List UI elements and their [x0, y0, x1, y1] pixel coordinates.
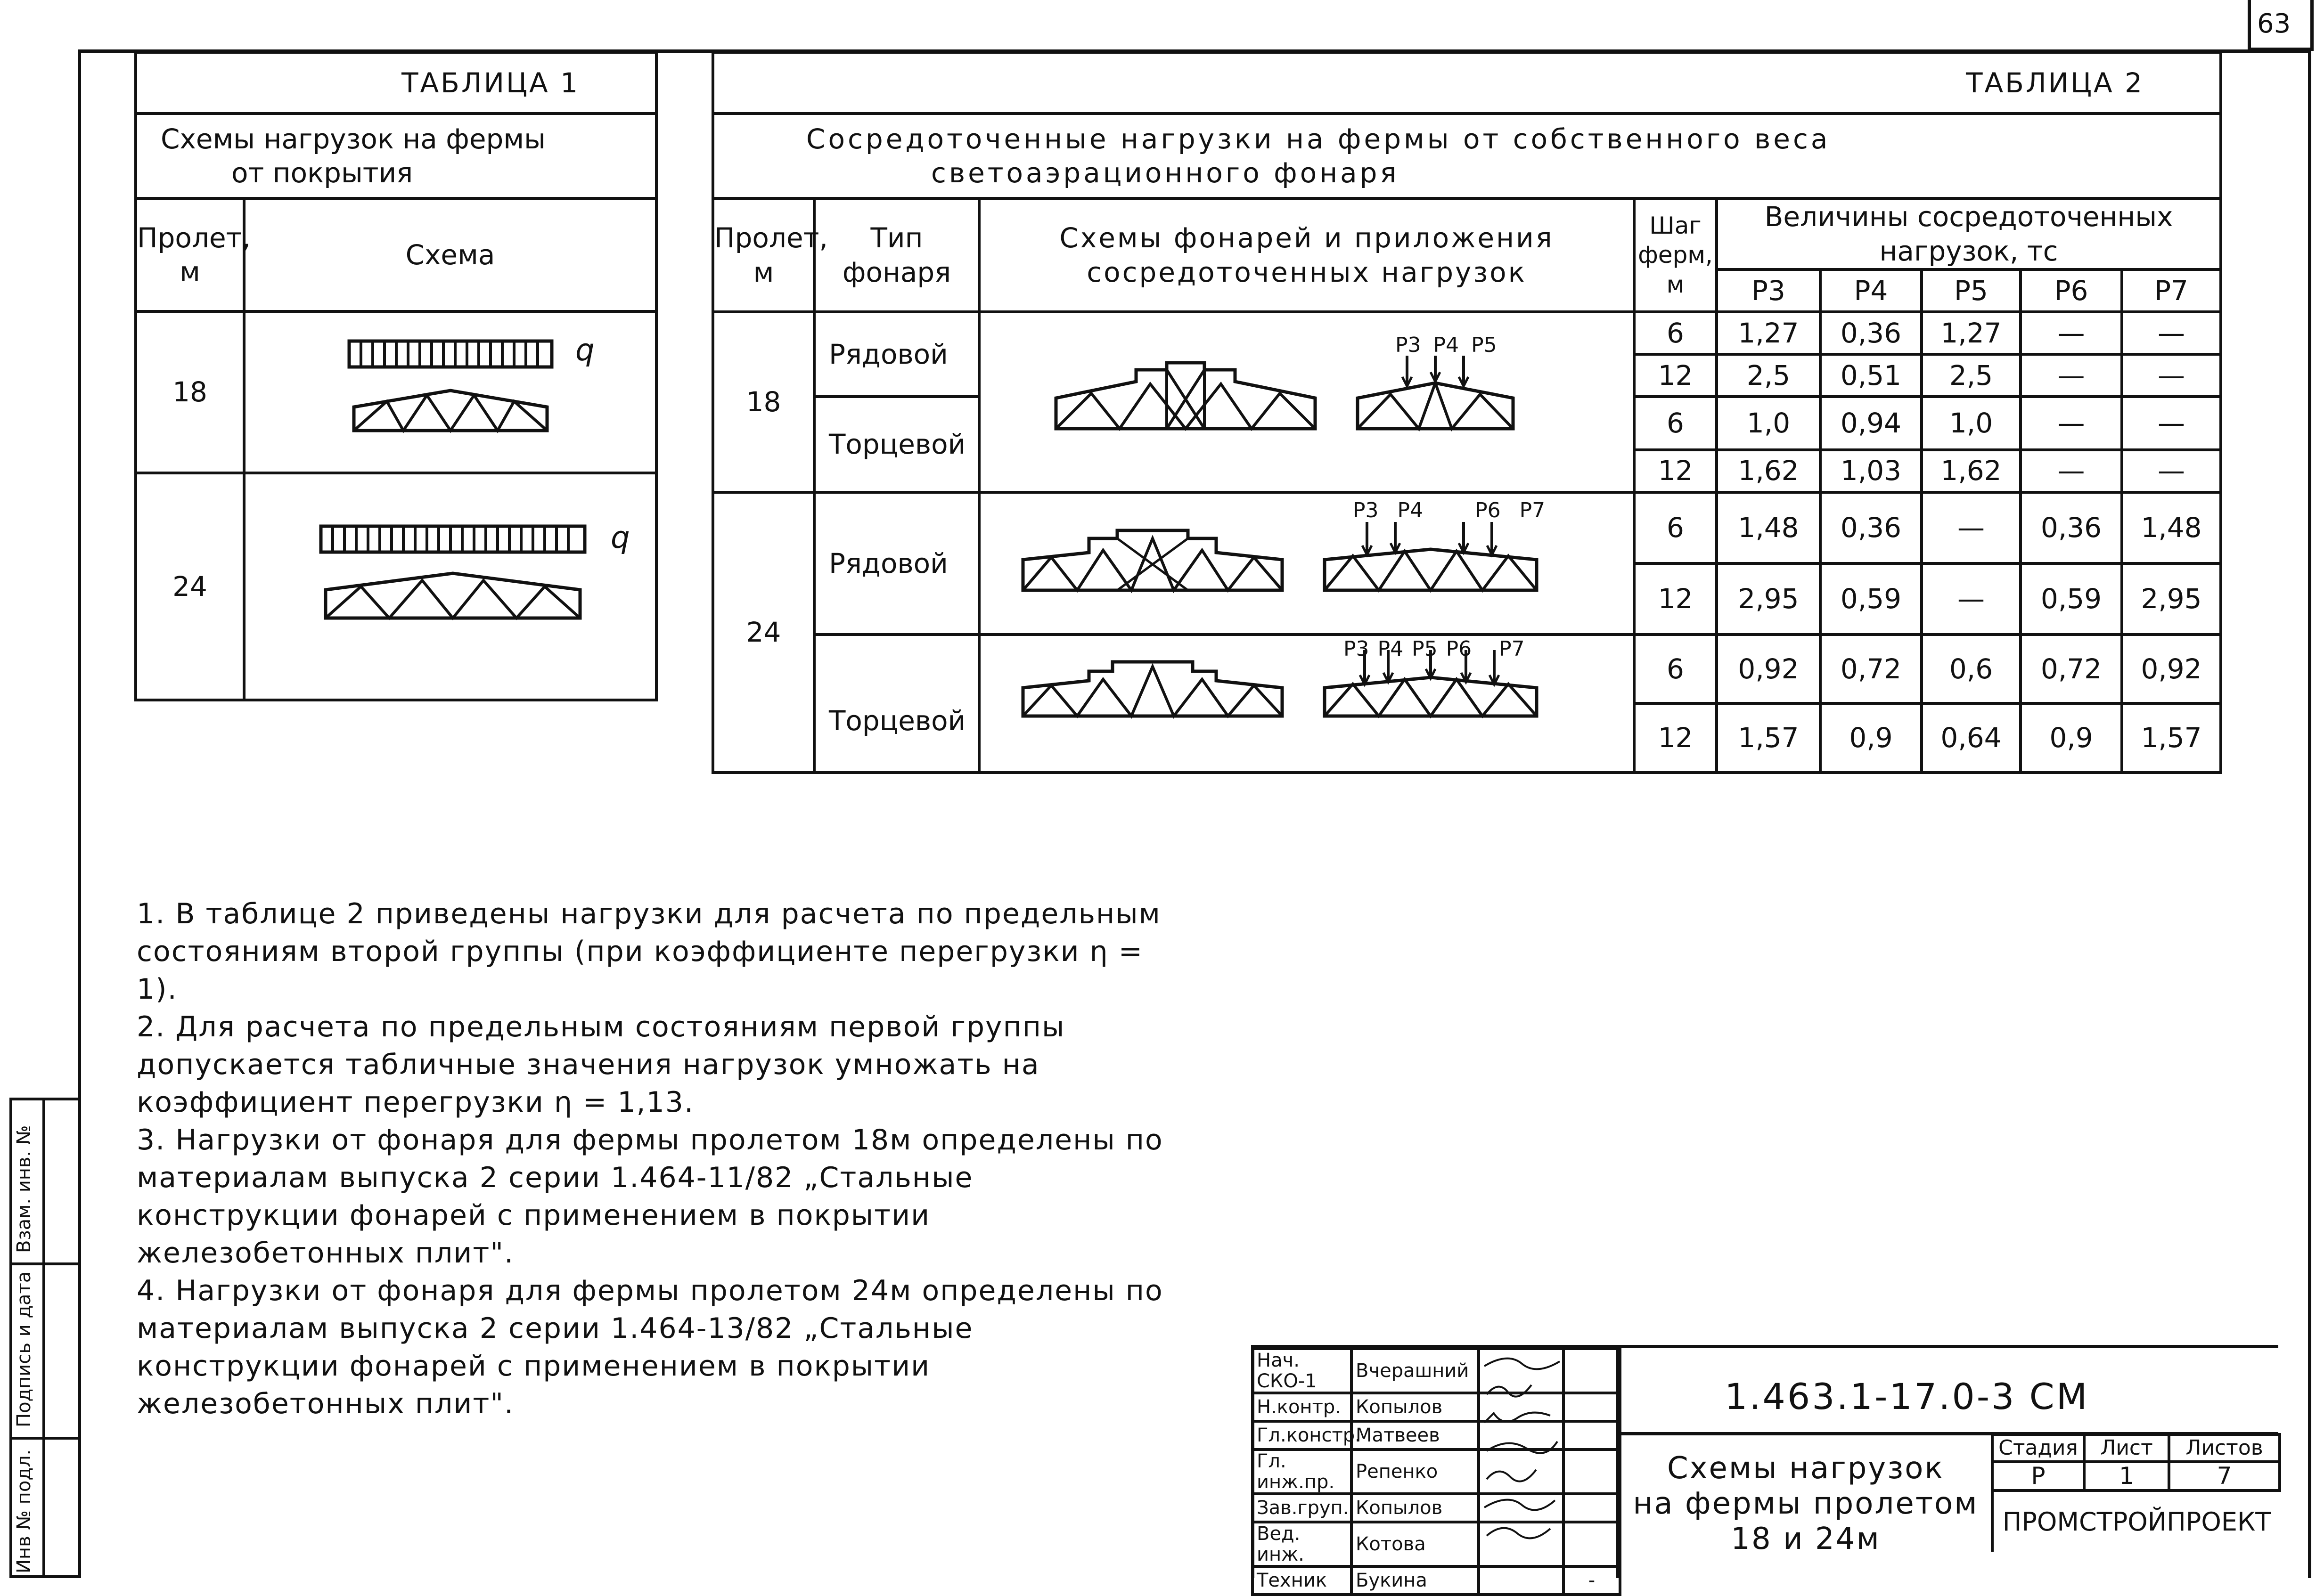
stage-value: Р — [1992, 1462, 2084, 1490]
value-cell: — — [2021, 450, 2122, 492]
lantern-scheme-18 — [979, 312, 1634, 492]
left-strip-replace: Взам. инв. № — [13, 1125, 35, 1253]
table-1-span-header: Пролет, м — [136, 198, 244, 311]
table-1-caption: ТАБЛИЦА 1 — [136, 52, 656, 114]
value-cell: 0,9 — [2021, 703, 2122, 772]
table-2-scheme-header: Схемы фонарей и приложения сосредоточенных нагрузок — [979, 198, 1634, 312]
lantern-scheme-24-ordinary — [979, 492, 1634, 635]
scheme-24o-p3: P3 — [1353, 498, 1379, 522]
scheme-24o-p4: P4 — [1397, 498, 1424, 522]
stamp-title — [1620, 1451, 1992, 1557]
table-2-span-24: 24 — [713, 492, 814, 773]
step-cell: 12 — [1634, 563, 1717, 635]
value-cell: 0,92 — [2122, 635, 2221, 703]
scheme-18-p4: P4 — [1433, 333, 1459, 357]
scheme-24-end-load-labels — [1343, 636, 1525, 662]
step-cell: 6 — [1634, 312, 1717, 354]
page-number: 63 — [2257, 8, 2291, 39]
value-cell: 0,51 — [1820, 354, 1922, 397]
organization: ПРОМСТРОЙПРОЕКТ — [1992, 1490, 2280, 1552]
table-2-title-line2: светоаэрационного фонаря — [931, 157, 1399, 189]
step-cell: 6 — [1634, 635, 1717, 703]
note-4: 4. Нагрузки от фонаря для фермы пролетом 24м определены по материалам выпуска 2 серии 1.464-13/82 „Стальные конструкции фонарей с применением в покрытии железобетонных плит". — [137, 1274, 1163, 1420]
value-cell: 2,95 — [2122, 563, 2221, 635]
stamp-person: Котова — [1351, 1522, 1479, 1566]
value-cell: — — [2122, 312, 2221, 354]
date-cell — [1563, 1393, 1620, 1421]
date-cell — [1563, 1494, 1620, 1522]
scheme-24e-p3: P3 — [1343, 637, 1369, 661]
table-2 — [712, 51, 2222, 774]
value-cell: 0,59 — [1820, 563, 1922, 635]
table-1-load-label-18: q — [575, 333, 595, 368]
value-cell: 0,59 — [2021, 563, 2122, 635]
value-cell: — — [1922, 563, 2021, 635]
value-cell: 1,0 — [1717, 397, 1820, 450]
signature-mark — [1484, 1413, 1550, 1423]
lantern-type: Рядовой — [814, 312, 979, 397]
value-cell: 0,9 — [1820, 703, 1922, 772]
date-cell — [1563, 1421, 1620, 1449]
date-cell — [1563, 1522, 1620, 1566]
value-cell: 1,27 — [1922, 312, 2021, 354]
stamp-role: Н.контр. — [1252, 1393, 1351, 1421]
stamp-role: Гл.констр. — [1252, 1421, 1351, 1449]
value-cell: 0,36 — [2021, 492, 2122, 563]
table-1-scheme-24 — [244, 473, 656, 700]
load-header-p5: P5 — [1922, 269, 2021, 312]
table-2-span-18: 18 — [713, 312, 814, 492]
table-1-scheme-header: Схема — [244, 198, 656, 311]
scheme-24o-p7: P7 — [1519, 498, 1546, 522]
scheme-24o-p6: P6 — [1475, 498, 1501, 522]
value-cell: 0,72 — [2021, 635, 2122, 703]
value-cell: 0,36 — [1820, 312, 1922, 354]
table-1-span-18: 18 — [136, 311, 244, 473]
table-2-caption: ТАБЛИЦА 2 — [713, 52, 2221, 114]
stamp-title-line3: 18 и 24м — [1731, 1522, 1881, 1556]
load-header-p4: P4 — [1820, 269, 1922, 312]
signature-mark — [1487, 1441, 1557, 1453]
lantern-type: Торцевой — [814, 397, 979, 492]
scheme-18-p5: P5 — [1471, 333, 1497, 357]
table-2-title — [713, 114, 2221, 198]
value-cell: 2,95 — [1717, 563, 1820, 635]
table-1-title-line2: от покрытия — [231, 157, 413, 189]
scheme-18-load-labels — [1395, 332, 1497, 358]
lantern-18-diagram — [981, 313, 1636, 483]
stage-label: Стадия — [1992, 1434, 2084, 1462]
value-cell: 1,03 — [1820, 450, 1922, 492]
left-strip-inner-line — [42, 1098, 45, 1578]
stamp-person: Матвеев — [1351, 1421, 1479, 1449]
value-cell: 1,62 — [1922, 450, 2021, 492]
scheme-24-ordinary-load-labels — [1353, 497, 1545, 523]
table-1 — [134, 51, 658, 701]
step-cell: 12 — [1634, 354, 1717, 397]
truss-18-load-diagram — [245, 313, 658, 464]
stamp-person: Вчерашний — [1351, 1349, 1479, 1393]
table-1-scheme-18 — [244, 311, 656, 473]
signature-mark — [1487, 1470, 1536, 1482]
value-cell: 1,48 — [1717, 492, 1820, 563]
sheet-label: Лист — [2084, 1434, 2169, 1462]
stamp-role: Зав.груп. — [1252, 1494, 1351, 1522]
stamp-title-line1: Схемы нагрузок — [1667, 1451, 1945, 1486]
note-2: 2. Для расчета по предельным состояниям первой группы допускается табличные значения нагрузок умножать на коэффициент перегрузки η = 1,13. — [137, 1010, 1065, 1119]
table-2-type-header: Тип фонаря — [814, 198, 979, 312]
value-cell: 2,5 — [1717, 354, 1820, 397]
value-cell: 1,62 — [1717, 450, 1820, 492]
step-cell: 6 — [1634, 397, 1717, 450]
stamp-person: Букина — [1351, 1566, 1479, 1595]
value-cell: 0,94 — [1820, 397, 1922, 450]
signature-mark — [1487, 1385, 1531, 1397]
value-cell: 1,27 — [1717, 312, 1820, 354]
load-header-p6: P6 — [2021, 269, 2122, 312]
value-cell: 0,92 — [1717, 635, 1820, 703]
load-header-p7: P7 — [2122, 269, 2221, 312]
document-code: 1.463.1-17.0-3 СМ — [1725, 1376, 2089, 1417]
notes — [137, 895, 1173, 1423]
table-2-step-header: Шаг ферм, м — [1634, 198, 1717, 312]
sheet-value: 1 — [2084, 1462, 2169, 1490]
value-cell: 1,57 — [2122, 703, 2221, 772]
stamp-person: Копылов — [1351, 1494, 1479, 1522]
value-cell: 0,72 — [1820, 635, 1922, 703]
table-1-load-label-24: q — [611, 520, 630, 555]
value-cell: 1,0 — [1922, 397, 2021, 450]
date-cell: - — [1563, 1566, 1620, 1595]
table-1-title — [136, 114, 656, 198]
date-cell — [1563, 1449, 1620, 1494]
stamp-right-divider-v — [1616, 1345, 1620, 1578]
signature-cell — [1479, 1566, 1563, 1595]
signature-mark — [1487, 1528, 1550, 1539]
value-cell: 1,48 — [2122, 492, 2221, 563]
scheme-24e-p4: P4 — [1377, 637, 1404, 661]
table-1-span-24: 24 — [136, 473, 244, 700]
stamp-title-line2: на фермы пролетом — [1633, 1486, 1979, 1521]
value-cell: — — [2122, 450, 2221, 492]
sheets-label: Листов — [2169, 1434, 2280, 1462]
load-header-p3: P3 — [1717, 269, 1820, 312]
stage-table — [1991, 1433, 2281, 1552]
lantern-scheme-24-end — [979, 635, 1634, 773]
table-2-values-header: Величины сосредоточенных нагрузок, тс — [1717, 198, 2221, 269]
value-cell: — — [2021, 397, 2122, 450]
stamp-person: Репенко — [1351, 1449, 1479, 1494]
stamp-role: Гл. инж.пр. — [1252, 1449, 1351, 1494]
step-cell: 12 — [1634, 703, 1717, 772]
table-1-title-line1: Схемы нагрузок на фермы — [161, 122, 546, 155]
value-cell: 0,64 — [1922, 703, 2021, 772]
stamp-person: Копылов — [1351, 1393, 1479, 1421]
value-cell: — — [2122, 397, 2221, 450]
sheets-value: 7 — [2169, 1462, 2280, 1490]
stamp-people-table — [1251, 1347, 1621, 1596]
value-cell: — — [2021, 312, 2122, 354]
table-2-span-header: Пролет, м — [713, 198, 814, 312]
stamp-role: Нач. СКО-1 — [1252, 1349, 1351, 1393]
scheme-24e-p7: P7 — [1499, 637, 1525, 661]
scheme-24e-p5: P5 — [1412, 637, 1438, 661]
table-2-title-line1: Сосредоточенные нагрузки на фермы от собственного веса — [806, 122, 1831, 155]
value-cell: 2,5 — [1922, 354, 2021, 397]
signature-mark — [1484, 1500, 1555, 1510]
value-cell: 0,36 — [1820, 492, 1922, 563]
lantern-type: Торцевой — [814, 635, 979, 773]
value-cell: 1,57 — [1717, 703, 1820, 772]
value-cell: — — [2021, 354, 2122, 397]
value-cell: — — [1922, 492, 2021, 563]
date-cell — [1563, 1349, 1620, 1393]
truss-24-load-diagram — [245, 474, 658, 691]
step-cell: 12 — [1634, 450, 1717, 492]
value-cell: — — [2122, 354, 2221, 397]
scheme-24e-p6: P6 — [1446, 637, 1472, 661]
note-1: 1. В таблице 2 приведены нагрузки для расчета по предельным состояниям второй группы (при коэффициенте перегрузки η = 1). — [137, 897, 1161, 1006]
step-cell: 6 — [1634, 492, 1717, 563]
lantern-24-end-diagram — [981, 636, 1636, 763]
left-strip-signature: Подпись и дата — [13, 1271, 35, 1427]
lantern-type: Рядовой — [814, 492, 979, 635]
left-strip-inventory: Инв № подл. — [13, 1449, 35, 1573]
stamp-role: Вед. инж. — [1252, 1522, 1351, 1566]
stamp-role: Техник — [1252, 1566, 1351, 1595]
signatures — [1480, 1347, 1562, 1545]
scheme-18-p3: P3 — [1395, 333, 1421, 357]
note-3: 3. Нагрузки от фонаря для фермы пролетом 18м определены по материалам выпуска 2 серии 1.464-11/82 „Стальные конструкции фонарей с применением в покрытии железобетонных плит". — [137, 1124, 1163, 1270]
value-cell: 0,6 — [1922, 635, 2021, 703]
signature-mark — [1484, 1359, 1560, 1369]
